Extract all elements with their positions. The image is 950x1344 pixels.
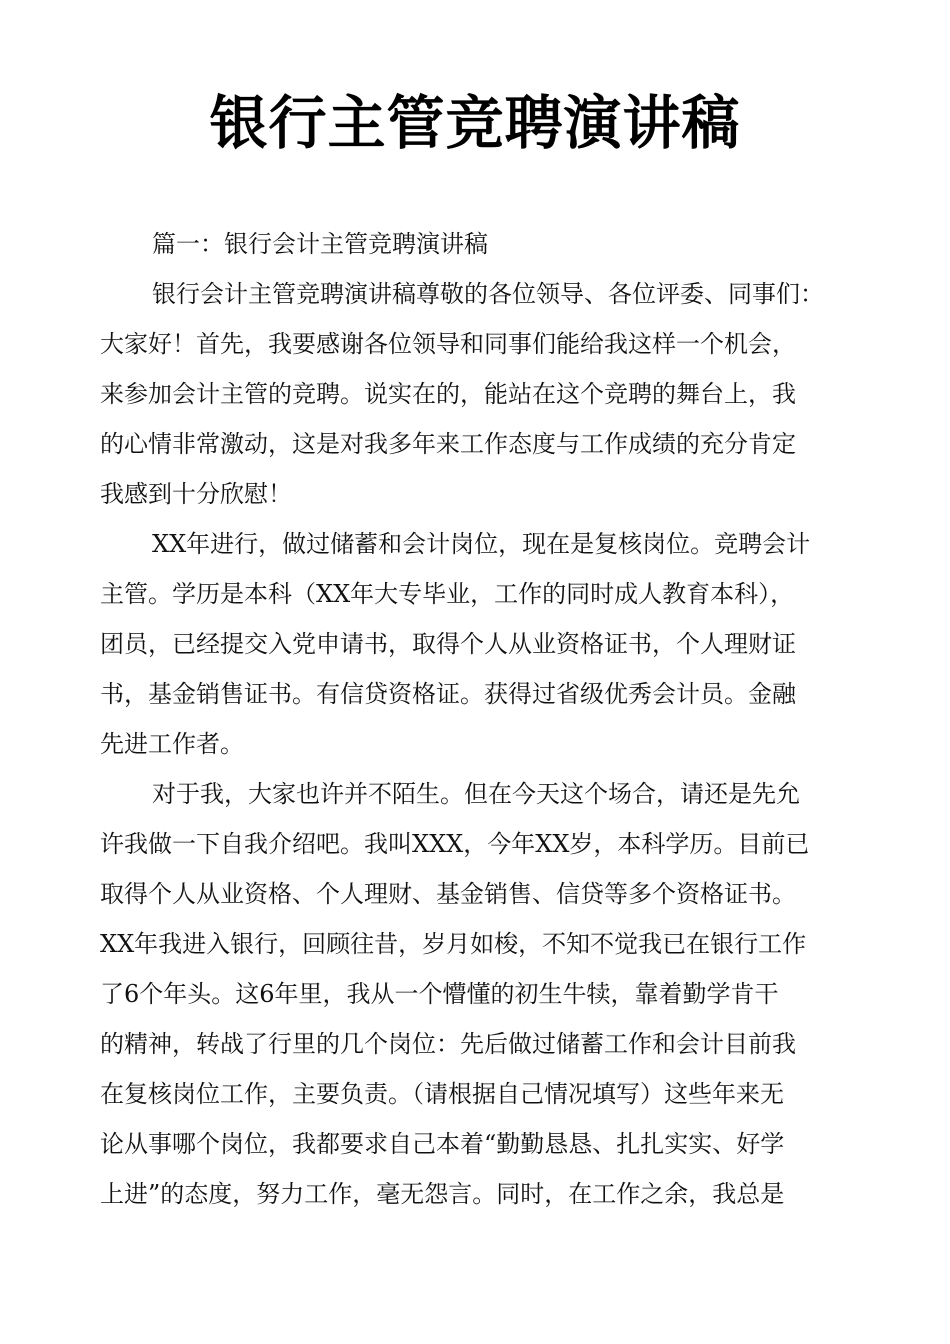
text-line: 的精神，转战了行里的几个岗位：先后做过储蓄工作和会计目前我 — [100, 1030, 796, 1058]
text-line: XX年我进入银行，回顾往昔，岁月如梭，不知不觉我已在银行工作 — [100, 930, 807, 958]
text-line: 来参加会计主管的竞聘。说实在的，能站在这个竞聘的舞台上，我 — [100, 380, 796, 408]
text-line: XX年进行，做过储蓄和会计岗位，现在是复核岗位。竞聘会计 — [152, 530, 811, 558]
text-line: 了6个年头。这6年里，我从一个懵懂的初生牛犊，靠着勤学肯干 — [100, 980, 779, 1008]
text-line: 团员，已经提交入党申请书，取得个人从业资格证书，个人理财证 — [100, 630, 796, 658]
text-line: 我感到十分欣慰！ — [100, 480, 292, 508]
text-line: 主管。学历是本科（XX年大专毕业，工作的同时成人教育本科）， — [100, 580, 795, 608]
text-line: 对于我，大家也许并不陌生。但在今天这个场合，请还是先允 — [152, 780, 800, 808]
text-line: 篇一：银行会计主管竞聘演讲稿 — [152, 230, 488, 258]
text-line: 在复核岗位工作，主要负责。（请根据自己情况填写）这些年来无 — [100, 1080, 784, 1108]
text-line: 先进工作者。 — [100, 730, 244, 758]
text-line: 取得个人从业资格、个人理财、基金销售、信贷等多个资格证书。 — [100, 880, 796, 908]
document-title: 银行主管竞聘演讲稿 — [209, 89, 741, 157]
text-line: 大家好！首先，我要感谢各位领导和同事们能给我这样一个机会， — [100, 330, 796, 358]
text-line: 的心情非常激动，这是对我多年来工作态度与工作成绩的充分肯定 — [100, 430, 796, 458]
text-line: 论从事哪个岗位，我都要求自己本着“勤勤恳恳、扎扎实实、好学 — [100, 1130, 785, 1158]
text-line: 书，基金销售证书。有信贷资格证。获得过省级优秀会计员。金融 — [100, 680, 796, 708]
text-line: 银行会计主管竞聘演讲稿尊敬的各位领导、各位评委、同事们： — [152, 280, 824, 308]
document-body — [100, 219, 860, 1219]
text-line: 上进”的态度，努力工作，毫无怨言。同时，在工作之余，我总是 — [100, 1180, 785, 1208]
text-line: 许我做一下自我介绍吧。我叫XXX，今年XX岁，本科学历。目前已 — [100, 830, 810, 858]
